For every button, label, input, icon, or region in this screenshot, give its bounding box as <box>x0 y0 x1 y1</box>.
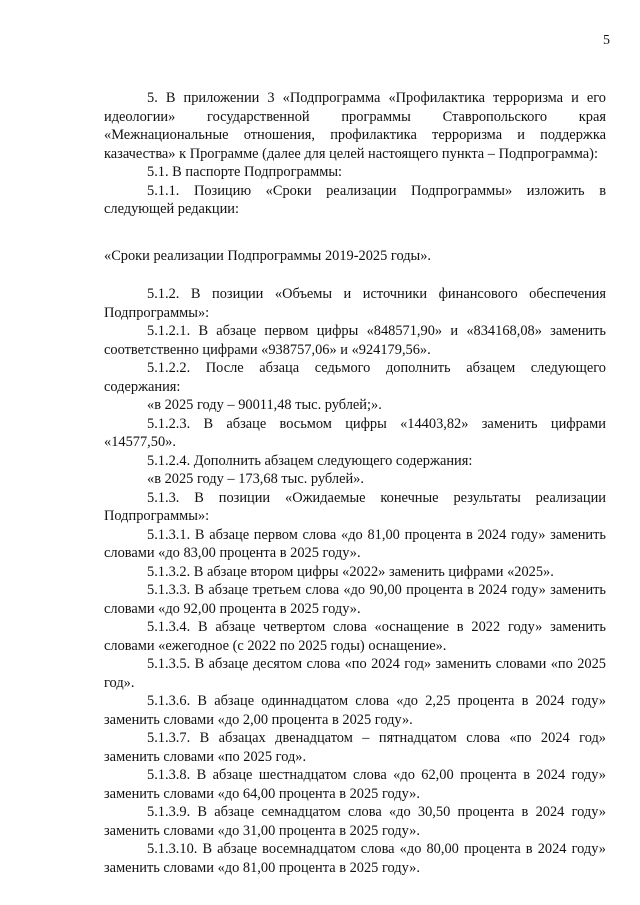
paragraph-5: 5. В приложении 3 «Подпрограмма «Профилактика терроризма и его идеологии» государственной программы Ставропольского края «Межнациональные отношения, профилактика терроризма и поддержка казачества» к Программе (далее для целей настоящего пункта – Подпрограмма): <box>104 90 606 162</box>
paragraph-5-1-3-7: 5.1.3.7. В абзацах двенадцатом – пятнадцатом слова «по 2024 год» заменить словами «по 2025 год». <box>104 730 606 765</box>
paragraph-5-1-3-1: 5.1.3.1. В абзаце первом слова «до 81,00 процента в 2024 году» заменить словами «до 83,00 процента в 2025 году». <box>104 526 606 561</box>
paragraph-5-1-3: 5.1.3. В позиции «Ожидаемые конечные результаты реализации Подпрограммы»: <box>104 489 606 524</box>
paragraph-quote-terms: «Сроки реализации Подпрограммы 2019-2025 годы». <box>104 247 432 264</box>
paragraph-5-1-3-10: 5.1.3.10. В абзаце восемнадцатом слова «до 80,00 процента в 2024 году» заменить словами «до 81,00 процента в 2025 году». <box>104 841 606 876</box>
page-number: 5 <box>603 33 610 48</box>
paragraph-5-1-3-3: 5.1.3.3. В абзаце третьем слова «до 90,00 процента в 2024 году» заменить словами «до 92,00 процента в 2025 году». <box>104 582 606 617</box>
paragraph-5-1-3-9: 5.1.3.9. В абзаце семнадцатом слова «до 30,50 процента в 2024 году» заменить словами «до 31,00 процента в 2025 году». <box>104 804 606 839</box>
paragraph-quote-2025-90011: «в 2025 году – 90011,48 тыс. рублей;». <box>147 397 382 413</box>
paragraph-quote-2025-173: «в 2025 году – 173,68 тыс. рублей». <box>147 471 364 487</box>
paragraph-5-1-2: 5.1.2. В позиции «Объемы и источники финансового обеспечения Подпрограммы»: <box>104 286 606 321</box>
paragraph-5-1-2-4: 5.1.2.4. Дополнить абзацем следующего содержания: <box>147 452 473 469</box>
paragraph-5-1-1: 5.1.1. Позицию «Сроки реализации Подпрограммы» изложить в следующей редакции: <box>104 182 606 217</box>
spacer <box>104 219 606 247</box>
paragraph-5-1: 5.1. В паспорте Подпрограммы: <box>147 164 342 180</box>
spacer <box>104 265 606 285</box>
paragraph-5-1-3-2: 5.1.3.2. В абзаце втором цифры «2022» заменить цифрами «2025». <box>147 563 554 580</box>
paragraph-5-1-3-4: 5.1.3.4. В абзаце четвертом слова «оснащение в 2022 году» заменить словами «ежегодное (с 2022 по 2025 годы) оснащение». <box>104 619 606 654</box>
paragraph-5-1-2-1: 5.1.2.1. В абзаце первом цифры «848571,90» и «834168,08» заменить соответственно цифрами «938757,06» и «924179,56». <box>104 323 606 358</box>
paragraph-5-1-2-2: 5.1.2.2. После абзаца седьмого дополнить абзацем следующего содержания: <box>104 360 606 395</box>
paragraph-5-1-3-6: 5.1.3.6. В абзаце одиннадцатом слова «до 2,25 процента в 2024 году» заменить словами «до 2,00 процента в 2025 году». <box>104 693 606 728</box>
document-body <box>104 89 606 877</box>
paragraph-5-1-3-5: 5.1.3.5. В абзаце десятом слова «по 2024 год» заменить словами «по 2025 год». <box>104 656 606 691</box>
paragraph-5-1-2-3: 5.1.2.3. В абзаце восьмом цифры «14403,82» заменить цифрами «14577,50». <box>104 415 606 450</box>
paragraph-5-1-3-8: 5.1.3.8. В абзаце шестнадцатом слова «до 62,00 процента в 2024 году» заменить словами «до 64,00 процента в 2025 году». <box>104 767 606 802</box>
